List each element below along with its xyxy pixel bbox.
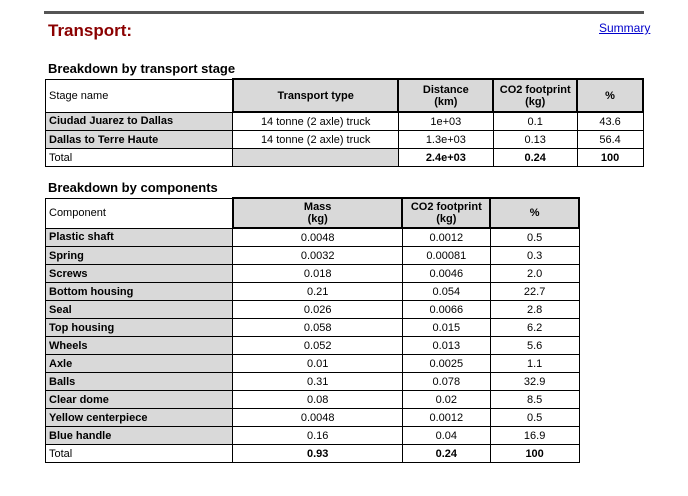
component-mass: 0.0048 xyxy=(233,409,402,427)
component-mass: 0.21 xyxy=(233,283,402,301)
table-row xyxy=(46,228,580,247)
component-name: Wheels xyxy=(46,337,233,355)
component-pct: 22.7 xyxy=(490,283,579,301)
components-total-co2: 0.24 xyxy=(402,445,490,463)
table-row xyxy=(46,283,580,301)
component-name: Top housing xyxy=(46,319,233,337)
table-row xyxy=(46,391,580,409)
stage-total-distance: 2.4e+03 xyxy=(398,149,493,167)
component-name: Spring xyxy=(46,247,233,265)
stage-name: Ciudad Juarez to Dallas xyxy=(46,112,233,131)
component-pct: 2.8 xyxy=(490,301,579,319)
table-row xyxy=(46,355,580,373)
component-mass: 0.026 xyxy=(233,301,402,319)
component-mass: 0.08 xyxy=(233,391,402,409)
comp-header-co2: CO2 footprint (kg) xyxy=(402,198,490,228)
stage-co2: 0.1 xyxy=(493,112,577,131)
component-co2: 0.0046 xyxy=(402,265,490,283)
table-row xyxy=(46,131,644,149)
stage-total-row xyxy=(46,149,644,167)
component-co2: 0.02 xyxy=(402,391,490,409)
stage-pct: 43.6 xyxy=(577,112,643,131)
components-total-label: Total xyxy=(46,445,233,463)
table-row xyxy=(46,427,580,445)
component-mass: 0.0032 xyxy=(233,247,402,265)
component-pct: 5.6 xyxy=(490,337,579,355)
component-pct: 6.2 xyxy=(490,319,579,337)
component-name: Balls xyxy=(46,373,233,391)
stage-pct: 56.4 xyxy=(577,131,643,149)
component-co2: 0.0066 xyxy=(402,301,490,319)
component-co2: 0.00081 xyxy=(402,247,490,265)
stage-total-type xyxy=(233,149,399,167)
stage-header-distance: Distance (km) xyxy=(398,79,493,112)
table-row xyxy=(46,337,580,355)
stage-total-label: Total xyxy=(46,149,233,167)
component-name: Yellow centerpiece xyxy=(46,409,233,427)
table-row xyxy=(46,265,580,283)
comp-header-pct: % xyxy=(490,198,579,228)
page-title: Transport: xyxy=(48,21,133,40)
component-pct: 1.1 xyxy=(490,355,579,373)
component-co2: 0.0012 xyxy=(402,228,490,247)
component-co2: 0.04 xyxy=(402,427,490,445)
component-mass: 0.01 xyxy=(233,355,402,373)
component-name: Seal xyxy=(46,301,233,319)
stage-total-pct: 100 xyxy=(577,149,643,167)
component-name: Blue handle xyxy=(46,427,233,445)
top-rule xyxy=(44,11,644,14)
table-row xyxy=(46,112,644,131)
stage-distance: 1e+03 xyxy=(398,112,493,131)
components-total-row xyxy=(46,445,580,463)
component-pct: 0.3 xyxy=(490,247,579,265)
component-pct: 16.9 xyxy=(490,427,579,445)
stage-type: 14 tonne (2 axle) truck xyxy=(233,131,399,149)
stage-header-type: Transport type xyxy=(233,79,399,112)
stage-name: Dallas to Terre Haute xyxy=(46,131,233,149)
stage-header-pct: % xyxy=(577,79,643,112)
component-name: Screws xyxy=(46,265,233,283)
components-total-mass: 0.93 xyxy=(233,445,402,463)
comp-header-name: Component xyxy=(46,198,233,228)
components-table xyxy=(45,197,580,463)
component-mass: 0.16 xyxy=(233,427,402,445)
summary-link[interactable]: Summary xyxy=(599,21,651,35)
component-pct: 32.9 xyxy=(490,373,579,391)
components-total-pct: 100 xyxy=(490,445,579,463)
component-co2: 0.0012 xyxy=(402,409,490,427)
component-co2: 0.0025 xyxy=(402,355,490,373)
stage-header-name: Stage name xyxy=(46,79,233,112)
stage-table xyxy=(45,78,644,167)
comp-header-mass: Mass (kg) xyxy=(233,198,402,228)
component-name: Clear dome xyxy=(46,391,233,409)
component-mass: 0.018 xyxy=(233,265,402,283)
table-row xyxy=(46,247,580,265)
table-row xyxy=(46,373,580,391)
component-co2: 0.078 xyxy=(402,373,490,391)
stage-distance: 1.3e+03 xyxy=(398,131,493,149)
component-pct: 8.5 xyxy=(490,391,579,409)
component-name: Plastic shaft xyxy=(46,228,233,247)
component-mass: 0.0048 xyxy=(233,228,402,247)
stage-total-co2: 0.24 xyxy=(493,149,577,167)
stage-co2: 0.13 xyxy=(493,131,577,149)
component-co2: 0.015 xyxy=(402,319,490,337)
component-pct: 0.5 xyxy=(490,409,579,427)
component-co2: 0.013 xyxy=(402,337,490,355)
table-row xyxy=(46,301,580,319)
components-section-heading: Breakdown by components xyxy=(48,180,218,195)
component-name: Axle xyxy=(46,355,233,373)
component-pct: 2.0 xyxy=(490,265,579,283)
component-co2: 0.054 xyxy=(402,283,490,301)
table-row xyxy=(46,409,580,427)
component-pct: 0.5 xyxy=(490,228,579,247)
stage-section-heading: Breakdown by transport stage xyxy=(48,61,236,76)
component-mass: 0.052 xyxy=(233,337,402,355)
stage-header-co2: CO2 footprint (kg) xyxy=(493,79,577,112)
component-mass: 0.058 xyxy=(233,319,402,337)
stage-type: 14 tonne (2 axle) truck xyxy=(233,112,399,131)
table-row xyxy=(46,319,580,337)
component-name: Bottom housing xyxy=(46,283,233,301)
component-mass: 0.31 xyxy=(233,373,402,391)
